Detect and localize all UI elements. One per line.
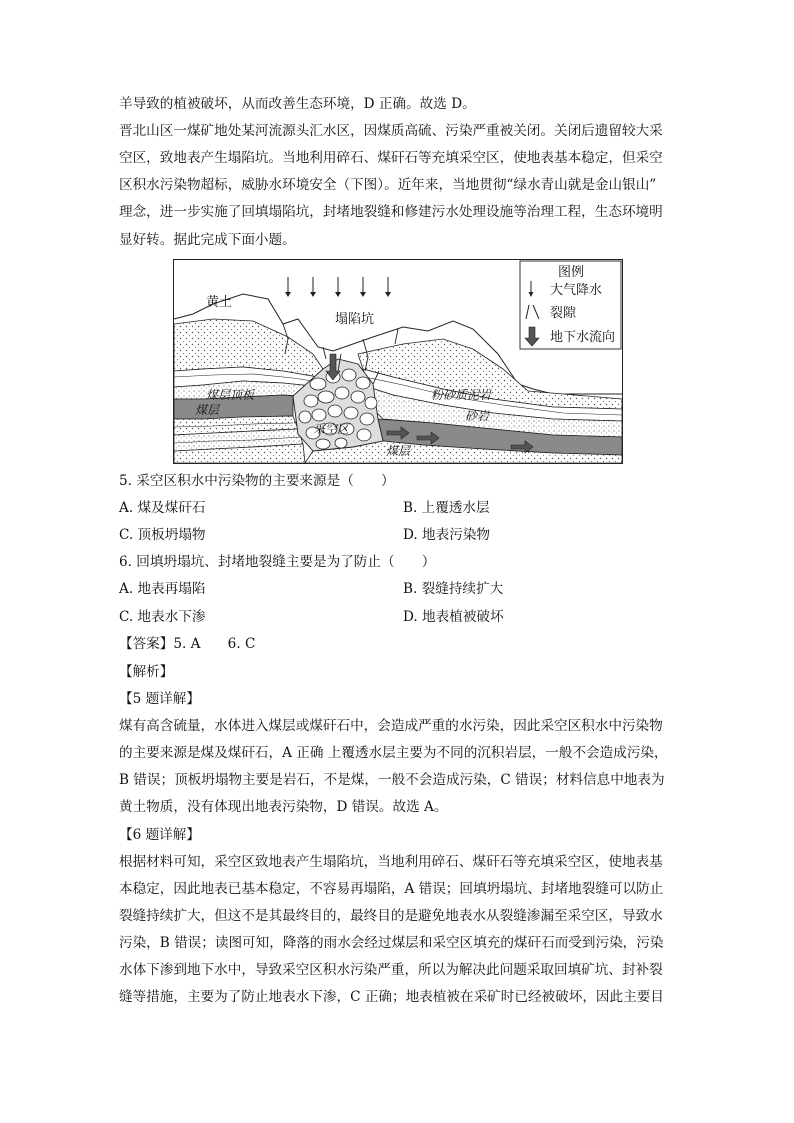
- q6-line: 水体下渗到地下水中，导致采空区积水污染严重，所以为解决此问题采取回填矿坑、封补裂: [119, 962, 663, 978]
- intro-line: 显好转。据此完成下面小题。: [119, 232, 296, 248]
- question-6-option-c: C. 地表水下渗: [119, 609, 206, 625]
- q5-heading: 【5 题详解】: [119, 691, 200, 707]
- label-coal-left: 煤层: [195, 403, 220, 417]
- label-pit: 塌陷坑: [335, 312, 375, 327]
- analysis-heading: 【解析】: [119, 664, 174, 680]
- geology-cross-section-figure: [173, 259, 623, 464]
- label-sandstone: 砂岩: [465, 409, 490, 423]
- question-5-option-c: C. 顶板坍塌物: [119, 527, 206, 543]
- intro-line: 空区，致地表产生塌陷坑。当地利用碎石、煤矸石等充填采空区，使地表基本稳定，但采空: [119, 150, 663, 166]
- q6-line: 根据材料可知，采空区致地表产生塌陷坑，当地利用碎石、煤矸石等充填采空区，使地表基: [119, 854, 663, 870]
- intro-line: 晋北山区一煤矿地处某河流源头汇水区，因煤质高硫、污染严重被关闭。关闭后遗留较大采: [119, 123, 663, 139]
- label-siltstone: 粉砂质泥岩: [431, 388, 492, 402]
- label-coal-bottom: 煤层: [386, 444, 411, 458]
- question-6-stem: 6. 回填坍塌坑、封堵地裂缝主要是为了防止（ ）: [119, 554, 436, 570]
- question-6-option-a: A. 地表再塌陷: [119, 581, 206, 597]
- legend-title: 图例: [558, 265, 585, 280]
- q6-line: 缝等措施，主要为了防止地表水下渗，C 正确；地表植被在采矿时已经被破坏，因此主要目: [119, 989, 664, 1005]
- question-5-stem: 5. 采空区积水中污染物的主要来源是（ ）: [119, 473, 395, 489]
- question-5-option-b: B. 上覆透水层: [403, 500, 490, 516]
- label-loess: 黄土: [206, 295, 233, 310]
- q5-line: B 错误；顶板坍塌物主要是岩石，不是煤，一般不会造成污染，C 错误；材料信息中地表为: [119, 772, 665, 788]
- legend-label-rain: 大气降水: [550, 283, 603, 298]
- intro-line: 区积水污染物超标，威胁水环境安全（下图）。近年来，当地贯彻“绿水青山就是金山银山”: [119, 177, 657, 193]
- question-6-option-d: D. 地表植被破坏: [403, 609, 504, 625]
- label-goaf: 采空区: [313, 422, 350, 436]
- q5-line: 的主要来源是煤及煤矸石，A 正确 上覆透水层主要为不同的沉积岩层，一般不会造成污染，: [119, 745, 668, 761]
- q6-line: 本稳定，因此地表已基本稳定，不容易再塌陷，A 错误；回填坍塌坑、封堵地裂缝可以防止: [119, 881, 664, 897]
- intro-line: 羊导致的植被破坏，从而改善生态环境，D 正确。故选 D。: [119, 96, 476, 112]
- q5-line: 黄土物质，没有体现出地表污染物，D 错误。故选 A。: [119, 799, 448, 815]
- legend-label-groundwater: 地下水流向: [550, 330, 616, 345]
- q5-line: 煤有高含硫量，水体进入煤层或煤矸石中，会造成严重的水污染，因此采空区积水中污染物: [119, 718, 663, 734]
- q6-line: 裂缝持续扩大，但这不是其最终目的，最终目的是避免地表水从裂缝渗漏至采空区，导致水: [119, 908, 663, 924]
- q6-heading: 【6 题详解】: [119, 827, 200, 843]
- intro-line: 理念，进一步实施了回填塌陷坑，封堵地裂缝和修建污水处理设施等治理工程，生态环境明: [119, 204, 663, 220]
- q6-line: 污染，B 错误；读图可知，降落的雨水会经过煤层和采空区填充的煤矸石而受到污染，污染: [119, 935, 664, 951]
- question-5-option-d: D. 地表污染物: [403, 527, 491, 543]
- question-6-option-b: B. 裂缝持续扩大: [403, 581, 504, 597]
- question-5-option-a: A. 煤及煤矸石: [119, 500, 206, 516]
- answer-line: 【答案】5. A 6. C: [119, 636, 256, 652]
- legend-label-fissure: 裂隙: [550, 306, 577, 321]
- legend: [520, 261, 621, 349]
- label-coal-roof: 煤层顶板: [206, 388, 255, 402]
